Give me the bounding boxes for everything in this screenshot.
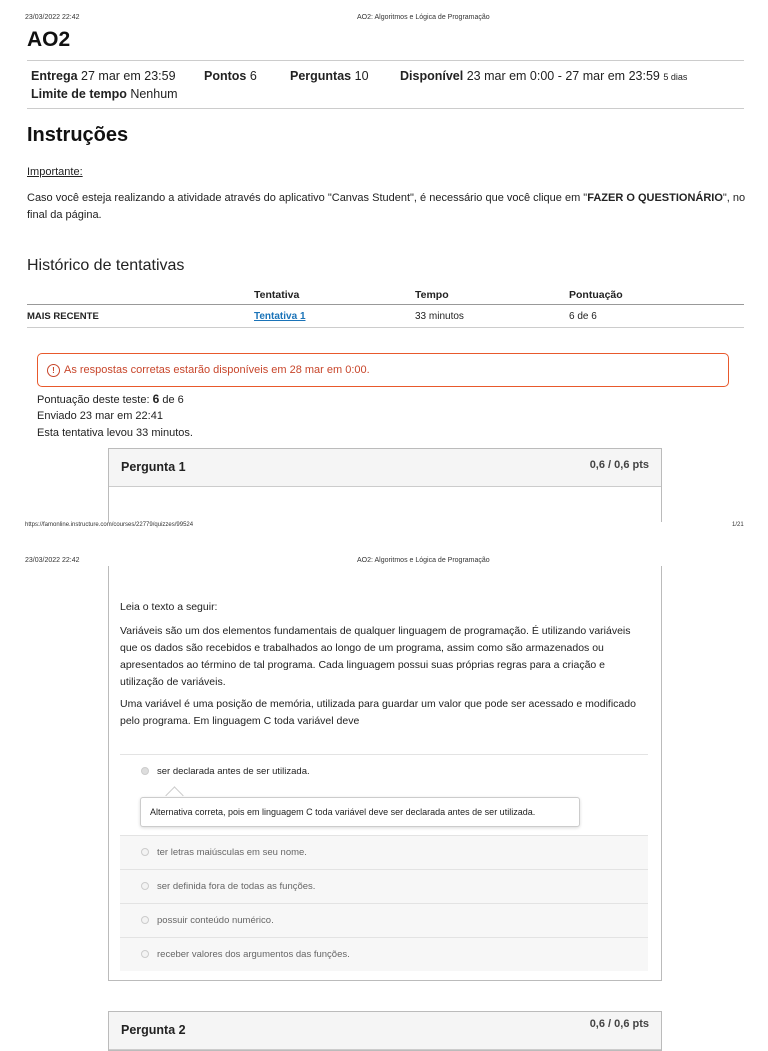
column-header: Tempo bbox=[415, 285, 569, 305]
radio-button[interactable] bbox=[141, 950, 149, 958]
quiz-score: Pontuação deste teste: 6 de 6 bbox=[37, 392, 184, 406]
time-limit-info: Limite de tempo Nenhum bbox=[31, 87, 178, 101]
question-card bbox=[108, 1011, 662, 1051]
answer-option-selected[interactable] bbox=[120, 754, 648, 788]
column-header bbox=[27, 285, 254, 305]
availability-info: Disponível 23 mar em 0:00 - 27 mar em 23:59 5 dias bbox=[400, 69, 688, 83]
points-info: Pontos 6 bbox=[204, 69, 257, 83]
radio-button[interactable] bbox=[141, 848, 149, 856]
print-page-number: 1/21 bbox=[732, 522, 744, 528]
radio-button[interactable] bbox=[141, 767, 149, 775]
question-paragraph: Uma variável é uma posição de memória, utilizada para guardar um valor que pode ser acessado e modificado pelo programa. Em linguagem C toda variável deve bbox=[120, 698, 636, 727]
alert-text: As respostas corretas estarão disponíveis em 28 mar em 0:00. bbox=[64, 364, 370, 376]
submitted-info: Enviado 23 mar em 22:41 bbox=[37, 410, 163, 422]
print-doc-title: AO2: Algoritmos e Lógica de Programação bbox=[357, 557, 490, 564]
answer-label: possuir conteúdo numérico. bbox=[157, 915, 274, 926]
instructions-text: Caso você esteja realizando a atividade através do aplicativo "Canvas Student", é necessário que você clique em "FAZER O QUESTIONÁRIO", no final da página. bbox=[27, 192, 746, 221]
question-title: Pergunta 2 bbox=[121, 1023, 186, 1037]
page-break bbox=[0, 522, 768, 548]
question-card bbox=[108, 448, 662, 522]
questions-info: Perguntas 10 bbox=[290, 69, 369, 83]
answer-feedback: Alternativa correta, pois em linguagem C toda variável deve ser declarada antes de ser utilizada. bbox=[140, 797, 580, 827]
print-page-1 bbox=[0, 0, 768, 522]
question-title: Pergunta 1 bbox=[121, 460, 186, 474]
question-intro: Leia o texto a seguir: bbox=[120, 601, 218, 613]
answer-label: ser declarada antes de ser utilizada. bbox=[157, 766, 310, 777]
attempt-link[interactable]: Tentativa 1 bbox=[254, 310, 306, 322]
answer-option[interactable] bbox=[120, 869, 648, 903]
duration-info: Esta tentativa levou 33 minutos. bbox=[37, 427, 193, 439]
attempt-label: MAIS RECENTE bbox=[27, 305, 254, 328]
quiz-title: AO2 bbox=[27, 28, 71, 51]
divider bbox=[27, 108, 744, 109]
answer-option[interactable] bbox=[120, 835, 648, 869]
answer-label: ser definida fora de todas as funções. bbox=[157, 881, 316, 892]
instructions-heading: Instruções bbox=[27, 124, 129, 146]
attempt-score: 6 de 6 bbox=[569, 305, 744, 328]
radio-button[interactable] bbox=[141, 916, 149, 924]
question-points: 0,6 / 0,6 pts bbox=[589, 1018, 649, 1030]
radio-button[interactable] bbox=[141, 882, 149, 890]
table-header-row bbox=[27, 285, 744, 305]
answer-label: ter letras maiúsculas em seu nome. bbox=[157, 847, 307, 858]
history-heading: Histórico de tentativas bbox=[27, 257, 185, 274]
answer-list bbox=[120, 754, 648, 788]
column-header: Pontuação bbox=[569, 285, 744, 305]
question-header bbox=[109, 449, 661, 487]
answers-alert bbox=[37, 353, 729, 387]
attempts-table bbox=[27, 285, 744, 328]
table-row bbox=[27, 305, 744, 328]
answer-option[interactable] bbox=[120, 937, 648, 971]
divider bbox=[27, 60, 744, 61]
answer-label: receber valores dos argumentos das funções. bbox=[157, 949, 350, 960]
answer-option[interactable] bbox=[120, 903, 648, 937]
print-url: https://famonline.instructure.com/courses/22779/quizzes/99524 bbox=[25, 522, 194, 528]
print-date: 23/03/2022 22:42 bbox=[25, 557, 80, 564]
warning-icon: ! bbox=[47, 364, 60, 377]
column-header: Tentativa bbox=[254, 285, 415, 305]
answer-list bbox=[120, 835, 648, 971]
important-label: Importante: bbox=[27, 166, 83, 178]
due-date: Entrega 27 mar em 23:59 bbox=[31, 69, 176, 83]
question-paragraph: Variáveis são um dos elementos fundamentais de qualquer linguagem de programação. É utilizando variáveis que os dados são recebidos e trabalhados ao longo de um programa, assim como são armazenados ou apresentados ao término de tal programa. Cada linguagem possui suas próprias regras para a criação e utilização de variáveis. bbox=[120, 625, 631, 688]
attempt-time: 33 minutos bbox=[415, 305, 569, 328]
question-header bbox=[109, 1012, 661, 1050]
print-doc-title: AO2: Algoritmos e Lógica de Programação bbox=[357, 14, 490, 21]
question-points: 0,6 / 0,6 pts bbox=[589, 459, 649, 471]
print-date: 23/03/2022 22:42 bbox=[25, 14, 80, 21]
